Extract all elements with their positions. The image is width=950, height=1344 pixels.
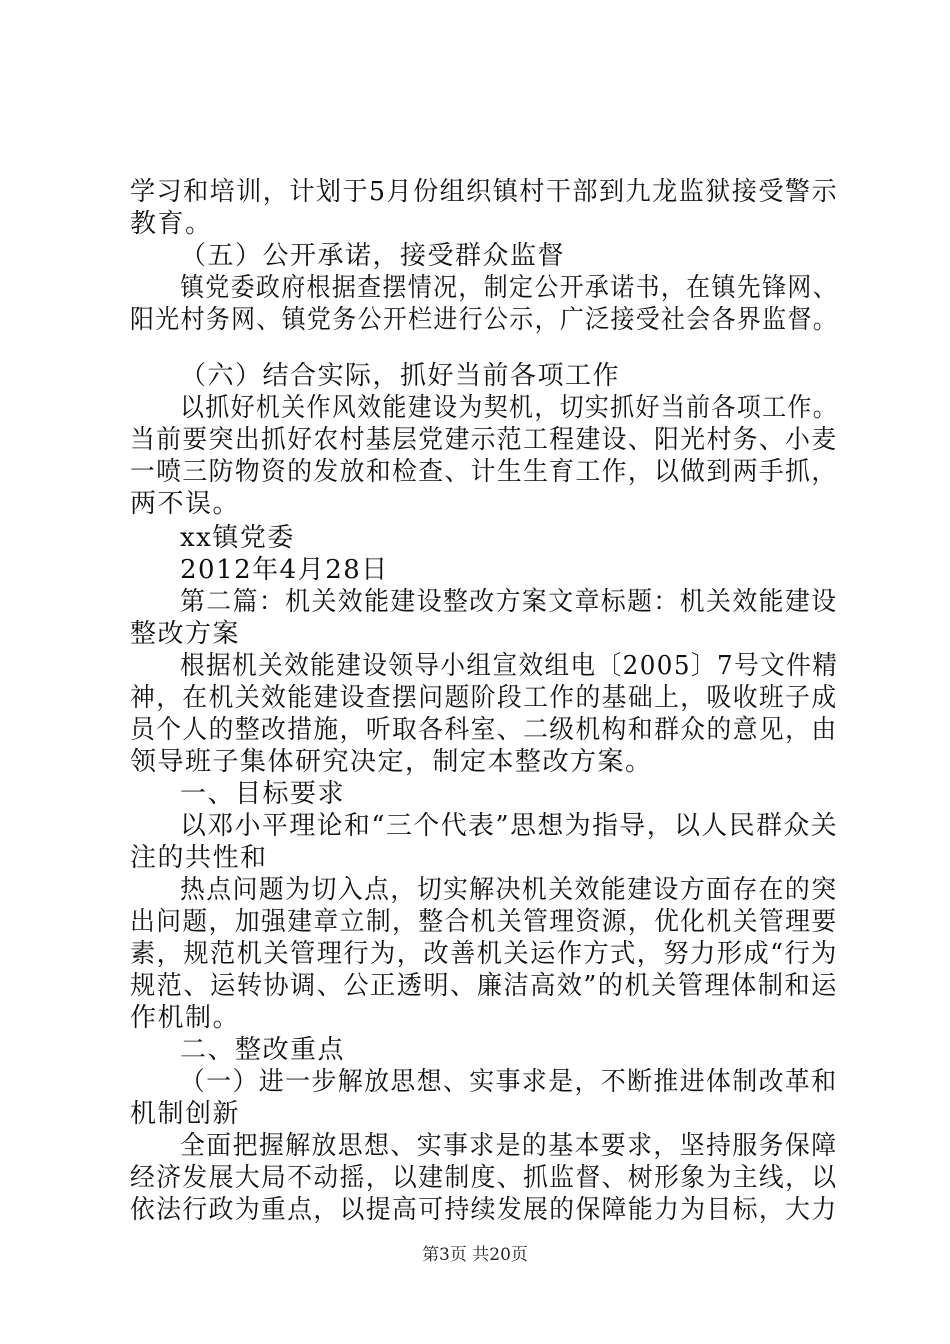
section-heading: （六）结合实际，抓好当前各项工作: [180, 361, 621, 391]
chapter-title: 第二篇：机关效能建设整改方案文章标题：机关效能建设: [180, 587, 838, 617]
page-number-footer: 第3页 共20页: [422, 1245, 528, 1265]
text-line: 两不误。: [130, 489, 241, 519]
text-line: 以邓小平理论和“三个代表”思想为指导，以人民群众关: [180, 811, 839, 841]
text-line: 领导班子集体研究决定，制定本整改方案。: [130, 747, 653, 777]
text-line: 教育。: [130, 209, 213, 239]
section-heading: 二、整改重点: [180, 1035, 346, 1065]
text-line: 神，在机关效能建设查摆问题阶段工作的基础上，吸收班子成: [130, 683, 838, 713]
text-line: 规范、运转协调、公正透明、廉洁高效”的机关管理体制和运: [130, 971, 838, 1001]
text-line: 经济发展大局不动摇，以建制度、抓监督、树形象为主线，以: [130, 1163, 838, 1193]
text-line: 全面把握解放思想、实事求是的基本要求，坚持服务保障: [180, 1131, 838, 1161]
section-heading: 机制创新: [130, 1099, 241, 1129]
text-line: 当前要突出抓好农村基层党建示范工程建设、阳光村务、小麦: [130, 425, 838, 455]
text-line: 作机制。: [130, 1003, 241, 1033]
section-heading: （一）进一步解放思想、实事求是，不断推进体制改革和: [180, 1067, 838, 1097]
text-line: 依法行政为重点，以提高可持续发展的保障能力为目标，大力: [130, 1195, 838, 1225]
text-line: 员个人的整改措施，听取各科室、二级机构和群众的意见，由: [130, 715, 838, 745]
section-heading: （五）公开承诺，接受群众监督: [180, 241, 566, 271]
signature-org: xx镇党委: [180, 523, 295, 553]
chapter-title: 整改方案: [130, 619, 241, 649]
text-line: 一喷三防物资的发放和检查、计生生育工作，以做到两手抓，: [130, 457, 838, 487]
text-line: 出问题，加强建章立制，整合机关管理资源，优化机关管理要: [130, 907, 838, 937]
text-line: 注的共性和: [130, 843, 268, 873]
text-line: 热点问题为切入点，切实解决机关效能建设方面存在的突: [180, 875, 838, 905]
text-line: 阳光村务网、镇党务公开栏进行公示，广泛接受社会各界监督。: [130, 305, 839, 335]
text-line: 以抓好机关作风效能建设为契机，切实抓好当前各项工作。: [180, 393, 839, 423]
text-line: 学习和培训，计划于5月份组织镇村干部到九龙监狱接受警示: [130, 177, 839, 207]
text-line: 根据机关效能建设领导小组宣效组电〔2005〕7号文件精: [180, 651, 839, 681]
section-heading: 一、目标要求: [180, 779, 346, 809]
text-line: 镇党委政府根据查摆情况，制定公开承诺书，在镇先锋网、: [180, 273, 839, 303]
signature-date: 2012年4月28日: [180, 555, 389, 585]
text-line: 素，规范机关管理行为，改善机关运作方式，努力形成“行为: [130, 939, 838, 969]
